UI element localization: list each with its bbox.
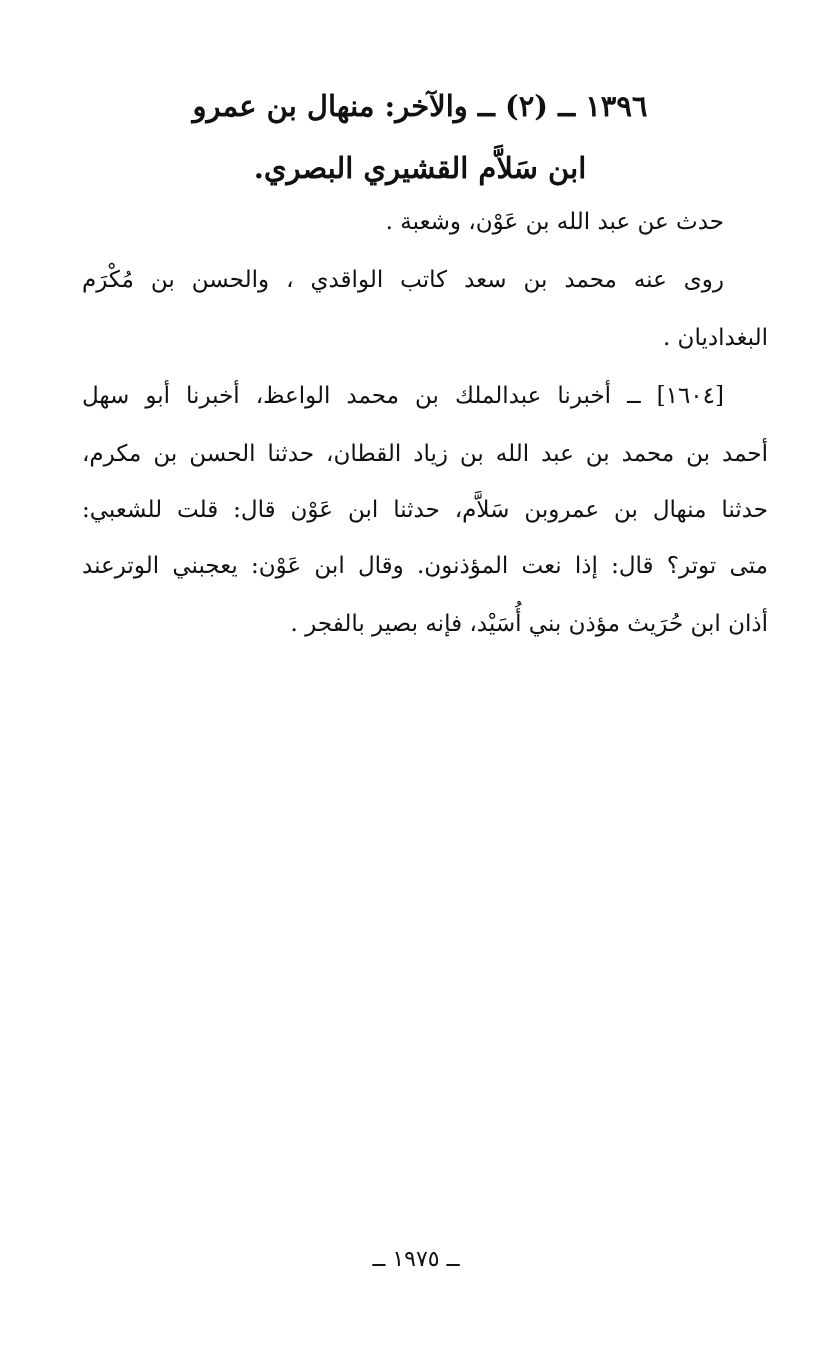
bio-students-line-end: البغداديان .	[662, 325, 768, 351]
entry-heading-line-1: ١٣٩٦ ــ (٢) ــ والآخر: منهال بن عمرو	[192, 89, 648, 123]
hadith-line-3: حدثنا منهال بن عمروبن سَلاَّم، حدثنا ابن عَوْن قال: قلت للشعبي:	[82, 497, 768, 523]
hadith-line-4: متى توتر؟ قال: إذا نعت المؤذنون. وقال ابن عَوْن: يعجبني الوترعند	[82, 553, 768, 579]
entry-heading-line-2: ابن سَلاَّم القشيري البصري.	[253, 151, 587, 185]
page-number: ــ ١٩٧٥ ــ	[372, 1247, 460, 1272]
bio-teachers-line: حدث عن عبد الله بن عَوْن، وشعبة .	[385, 209, 724, 235]
hadith-line-1: [١٦٠٤] ــ أخبرنا عبدالملك بن محمد الواعظ، أخبرنا أبو سهل	[82, 383, 724, 409]
hadith-line-5: أذان ابن حُرَيث مؤذن بني أُسَيْد، فإنه بصير بالفجر .	[290, 611, 768, 637]
hadith-line-2: أحمد بن محمد بن عبد الله بن زياد القطان، حدثنا الحسن بن مكرم،	[82, 441, 768, 467]
bio-students-line: روى عنه محمد بن سعد كاتب الواقدي ، والحسن بن مُكْرَم	[82, 267, 724, 293]
